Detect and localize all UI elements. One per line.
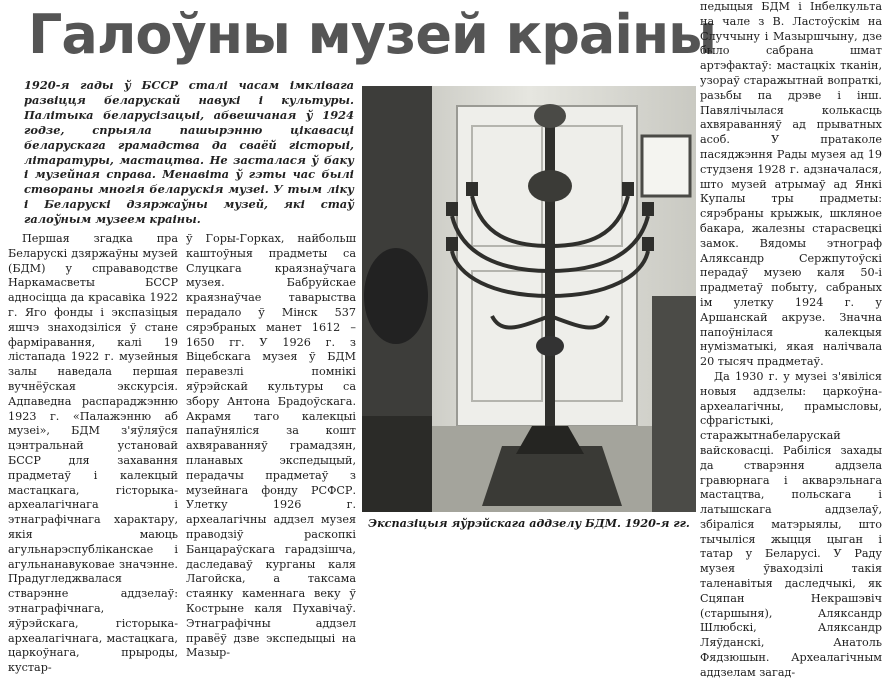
body-column-3	[700, 0, 882, 679]
museum-exhibit-photo	[362, 86, 696, 512]
photo-caption: Экспазіцыя яўрэйскага аддзелу БДМ. 1920-я гг.	[368, 516, 690, 530]
column-3-text-a: педыцыя БДМ і Інбелкульта на чале з В. Ластоўскім на Случчыну і Мазыршчыну, дзе было сабрана шмат артэфактаў: мастацкіх тканін, узораў старажытнай вопраткі, разьбы па дрэве і інш. Павялічылася колькасць ахвяраванняў ад прыватных асоб. У пратаколе пасяджэння Рады музея ад 19 студзеня 1928 г. адзначалася, што музей атрымаў ад Янкі Купалы тры прадметы: сярэбраны крыжык, шкляное бакара, жалезны старасвецкі замок. Вядомы этнограф Аляксандр Сержпутоўскі перадаў музею каля 50-і прадметаў побыту, сабраных ім улетку 1924 г. у Аршанскай акрузе. Значна папоўнілася калекцыя нумізматыкі, якая налічвала 20 тысяч прадметаў.	[700, 0, 882, 369]
body-column-1	[8, 232, 178, 675]
menorah-photo-illustration	[362, 86, 696, 512]
article-headline: Галоўны музей краіны	[28, 3, 717, 66]
body-column-2	[186, 232, 356, 660]
column-2-text: ў Горы-Горках, найбольш каштоўныя прадметы са Слуцкага краязнаўчага музея. Бабруйскае краязнаўчае таварыства перадало ў Мінск 537 сярэбраных манет 1612 – 1650 гг. У 1926 г. з Віцебскага музея ў БДМ перавезлі помнікі яўрэйскай культуры са збору Антона Брадоўскага. Акрамя таго калекцыі папаўняліся за кошт ахвяраванняў грамадзян, планавых экспедыцый, перадачы прадметаў з музейнага фонду РСФСР. Улетку 1926 г. археалагічны аддзел музея праводзіў раскопкі Банцараўскага гарадзішча, даследаваў курганы каля Лагойска, а таксама стаянку каменнага веку ў Кострыне каля Пухавічаў. Этнаграфічны аддзел правёў дзве экспедыцыі на Мазыр-	[186, 232, 356, 660]
column-1-text: Першая згадка пра Беларускі дзяржаўны музей (БДМ) у справаводстве Наркамасветы БССР адносіцца да красавіка 1922 г. Яго фонды і экспазіцыя яшчэ знаходзіліся ў стане фарміравання, калі 19 лістапада 1922 г. музейныя залы наведала першая вучнёўская экскурсія. Адпаведна распараджэнню 1923 г. «Палажэнню аб музеі», БДМ з'яўляўся цэнтральнай установай БССР для захавання прадметаў і калекцый мастацкага, гісторыка-археалагічнага і этнаграфічнага характару, якія маюць агульнарэспубліканскае і агульнанавуковае значэнне. Прадугледжвалася стварэнне аддзелаў: этнаграфічнага, яўрэйскага, гісторыка-археалагічнага, мастацкага, царкоўнага, прыроды, кустар-	[8, 232, 178, 675]
article-lead: 1920-я гады ў БССР сталі часам імклівага развіцця беларускай навукі і культуры. Палітыка беларусізацыі, абвешчаная ў 1924 годзе, спрыяла пашырэнню цікавасці беларускага грамадства да сваёй гісторыі, літаратуры, мастацтва. Не засталася ў баку і музейная справа. Менавіта ў гэты час былі створаны многія беларускія музеі. У тым ліку і Беларускі дзяржаўны музей, які стаў галоўным музеем краіны.	[24, 78, 354, 227]
column-3-text-b: Да 1930 г. у музеі з'явіліся новыя аддзелы: царкоўна-археалагічны, прамысловы, сфрагістыкі, старажытнабеларускай вайсковасці. Рабіліся захады да стварэння аддзела гравюрнага і акварэльнага мастацтва, польскага і латышскага аддзелаў, збіраліся матэрыялы, што тычыліся жыцця цыган і татар у Беларусі. У Раду музея ўваходзілі такія таленавітыя даследчыкі, як Сцяпан Некрашэвіч (старшыня), Аляксандр Шлюбскі, Аляксандр Ляўданскі, Анатоль Фядзюшын. Археалагічным аддзелам загад-	[700, 369, 882, 679]
